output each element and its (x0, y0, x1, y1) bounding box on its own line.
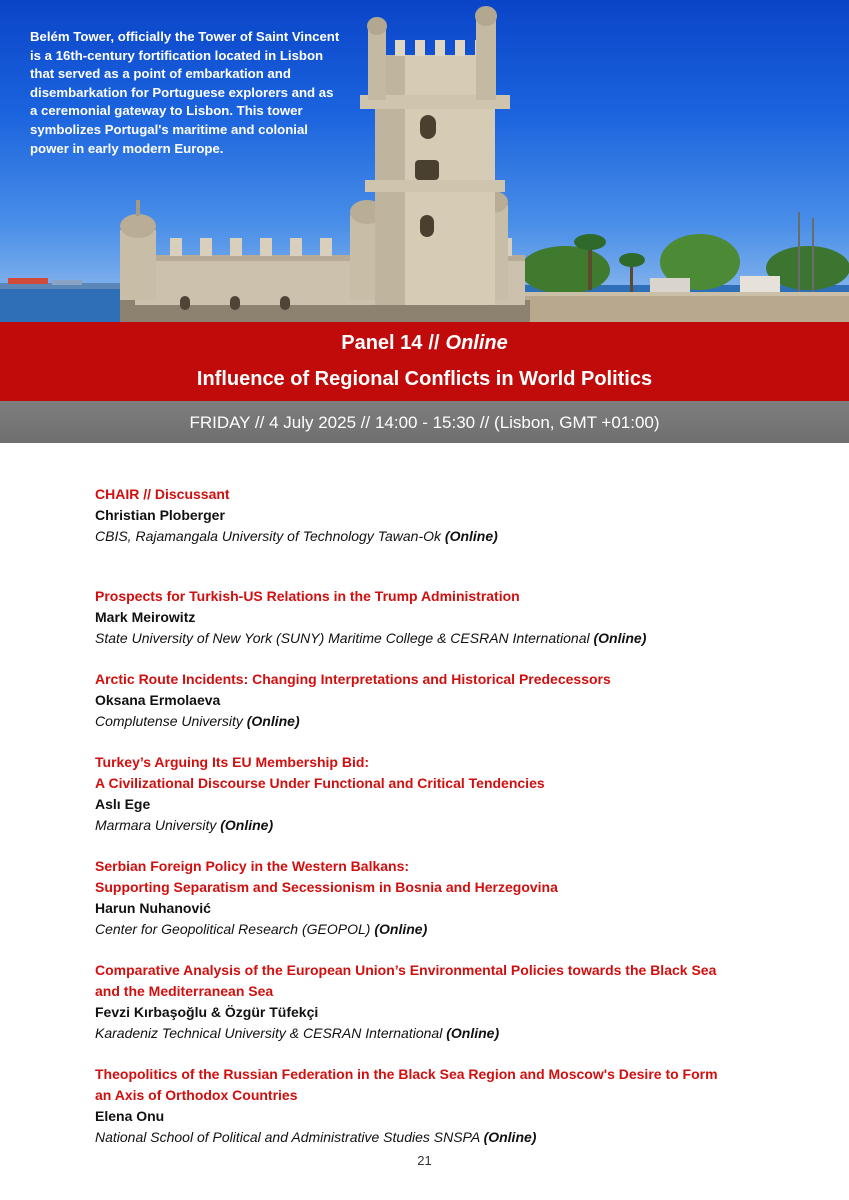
paper-affiliation (95, 815, 545, 836)
hero-description: Belém Tower, officially the Tower of Saint Vincent is a 16th-century fortification located in Lisbon that served as a point of embarkation and disembarkation for Portuguese explorers and as a ceremonial gateway to Lisbon. This tower symbolizes Portugal's maritime and colonial power in early modern Europe. (30, 29, 340, 156)
affiliation-text: National School of Political and Administrative Studies SNSPA (95, 1129, 480, 1145)
paper-title-line: Supporting Separatism and Secessionism in Bosnia and Herzegovina (95, 879, 558, 895)
panel-header (0, 322, 849, 401)
panel-label (0, 332, 849, 355)
paper-title-line: an Axis of Orthodox Countries (95, 1087, 298, 1103)
paper-entry (95, 1064, 718, 1148)
affiliation-text: Center for Geopolitical Research (GEOPOL) (95, 921, 371, 937)
mode-tag: (Online) (444, 528, 498, 544)
paper-entry (95, 960, 716, 1044)
panel-number: Panel 14 (341, 332, 423, 354)
affiliation-text: Marmara University (95, 817, 217, 833)
paper-title-line: A Civilizational Discourse Under Functional and Critical Tendencies (95, 775, 545, 791)
paper-author: Elena Onu (95, 1108, 165, 1124)
panel-separator: // (428, 332, 440, 354)
chair-name: Christian Ploberger (95, 507, 225, 523)
mode-tag: (Online) (446, 1025, 500, 1041)
mode-tag: (Online) (246, 713, 300, 729)
affiliation-text: CBIS, Rajamangala University of Technology Tawan-Ok (95, 528, 442, 544)
paper-entry (95, 586, 646, 649)
paper-author: Harun Nuhanović (95, 900, 211, 916)
paper-entry (95, 752, 545, 836)
paper-title-line: Theopolitics of the Russian Federation in the Black Sea Region and Moscow's Desire to Form (95, 1066, 718, 1082)
paper-author: Fevzi Kırbaşoğlu & Özgür Tüfekçi (95, 1004, 319, 1020)
paper-entry (95, 669, 611, 732)
paper-title-line: and the Mediterranean Sea (95, 983, 274, 999)
paper-affiliation (95, 711, 611, 732)
affiliation-text: Complutense University (95, 713, 243, 729)
panel-title: Influence of Regional Conflicts in World Politics (196, 368, 653, 390)
panel-mode: Online (445, 332, 508, 354)
affiliation-text: State University of New York (SUNY) Maritime College & CESRAN International (95, 630, 590, 646)
paper-title: Prospects for Turkish-US Relations in the Trump Administration (95, 588, 520, 604)
affiliation-text: Karadeniz Technical University & CESRAN International (95, 1025, 443, 1041)
schedule-bar: FRIDAY // 4 July 2025 // 14:00 - 15:30 // (Lisbon, GMT +01:00) (0, 401, 849, 443)
paper-title-line: Turkey’s Arguing Its EU Membership Bid: (95, 754, 370, 770)
paper-title-line: Comparative Analysis of the European Union’s Environmental Policies towards the Black Sea (95, 962, 717, 978)
mode-tag: (Online) (593, 630, 647, 646)
page-number: 21 (417, 1153, 432, 1168)
mode-tag: (Online) (483, 1129, 537, 1145)
paper-author: Aslı Ege (95, 796, 151, 812)
paper-affiliation (95, 919, 558, 940)
mode-tag: (Online) (374, 921, 428, 937)
paper-author: Mark Meirowitz (95, 609, 196, 625)
chair-label: CHAIR // Discussant (95, 486, 230, 502)
paper-author: Oksana Ermolaeva (95, 692, 221, 708)
paper-entry (95, 856, 558, 940)
paper-title: Arctic Route Incidents: Changing Interpretations and Historical Predecessors (95, 671, 611, 687)
hero-photo (0, 0, 849, 322)
paper-affiliation (95, 1127, 718, 1148)
chair-affiliation (95, 526, 498, 547)
paper-affiliation (95, 628, 646, 649)
mode-tag: (Online) (220, 817, 274, 833)
paper-affiliation (95, 1023, 716, 1044)
paper-title-line: Serbian Foreign Policy in the Western Balkans: (95, 858, 410, 874)
chair-entry (95, 484, 498, 547)
